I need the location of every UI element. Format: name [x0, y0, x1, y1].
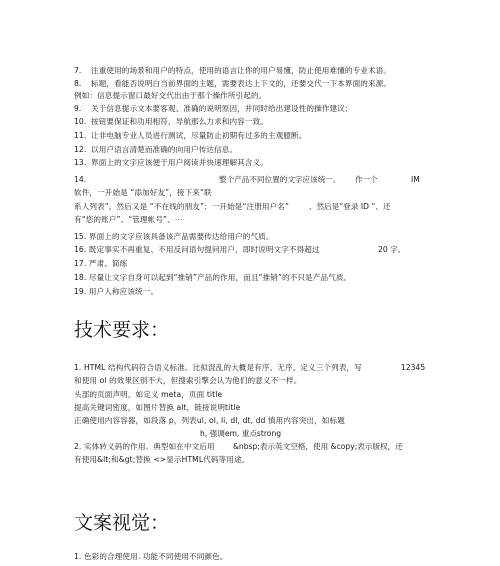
- tech-line-1: 1. HTML 结构代码符合语义标准。比拟混乱的大概是有序、无序、定义三个列表，写: [74, 363, 362, 372]
- list-item-8: 8. 标题，看能否说明白当前界面的主题，需要表达上下文的，还要交代一下本界面的来源。: [74, 79, 392, 88]
- list-item-18: 18. 尽量让文字自身可以起到“推销”产品的作用，而且“推销”的不只是产品气质。: [74, 273, 352, 282]
- tech-line-7: 2. 实体转义码的作用。典型如在中文后用: [74, 442, 215, 451]
- list-item-14-line-4: 有“您的账户”、“管理帐号”、⋯: [74, 215, 183, 224]
- list-item-12: 12. 以用户语言清楚而准确的向用户传达信息。: [74, 145, 238, 154]
- section-heading-copy-visual: 文案视觉：: [74, 512, 170, 534]
- list-item-11: 11. 让非电脑专业人员进行测试，尽量防止初期有过多的主观臆断。: [74, 131, 307, 140]
- tech-line-1b: 12345: [401, 363, 426, 372]
- list-item-16: 16. 既定事实不再重复、不用反问语句提问用户，即时说明文字不得超过: [74, 245, 320, 254]
- section-heading-tech: 技术要求：: [74, 319, 170, 341]
- list-item-13: 13. 界面上的文字应该便于用户阅读并快速理解其含义。: [74, 158, 268, 167]
- list-item-10: 10. 按钮要保证和功用相符，导航那么力求和内容一致。: [74, 117, 268, 126]
- list-item-14-line-3b: 、然后是“登录 ID ”、还: [309, 202, 391, 211]
- list-item-15: 15. 界面上的文字应该具备该产品需要传达给用户的气质。: [74, 232, 274, 241]
- tech-line-6: h, 强调em, 重点strong: [200, 429, 282, 438]
- tech-line-5: 正确使用内容容器，如段落 p，列表ul, ol, li, dl, dt, dd 慎用内容突出，如标题: [74, 416, 345, 425]
- tech-line-4: 提高关键词密度，如图片替换 alt，链接说明title: [74, 403, 241, 412]
- list-item-8-continued: 例如：信息提示窗口最好交代出由于那个操作所引起的。: [74, 91, 267, 100]
- tech-line-2: 和使用 ol 的效果区别不大，但搜索引擎会认为他们的意义不一样。: [74, 376, 302, 385]
- tech-line-8: 有使用&lt;和&gt;替换 <>显示HTML代码等用途。: [74, 455, 250, 464]
- list-item-14-number: 14.: [74, 175, 87, 184]
- list-item-19: 19. 用户人称应该统一。: [74, 287, 159, 296]
- list-item-14-text-b: 作一个: [355, 175, 378, 184]
- tech-line-7b: &nbsp;表示英文空格，使用 &copy;表示版权，还: [233, 442, 403, 451]
- list-item-9: 9. 关于信息提示文本要客观、准确的说明原因，并同时给出建设性的操作建议；: [74, 104, 353, 113]
- list-item-14-text: 整个产品不同位置的文字应该统一。: [219, 175, 341, 184]
- tech-line-3: 头部的页面声明，如定义 meta，页面 title: [74, 390, 223, 399]
- list-item-7: 7. 注重使用的场景和用户的特点，使用的语言让你的用户易懂，防止使用难懂的专业术语。: [74, 66, 392, 75]
- list-item-14-line-3: 系人列表”，然后又是 “不在线的朋友”；一开始是“注册用户名”: [74, 202, 290, 211]
- visual-line-1: 1. 色彩的合理使用. 功能不同使用不同颜色。: [74, 552, 228, 561]
- list-item-14-text-c: IM: [411, 175, 420, 184]
- list-item-17: 17. 严肃、简练: [74, 259, 128, 268]
- list-item-14-line-2: 软件，一开始是 “添加好友”，接下来“联: [74, 188, 212, 197]
- list-item-16-b: 20 字。: [378, 245, 406, 254]
